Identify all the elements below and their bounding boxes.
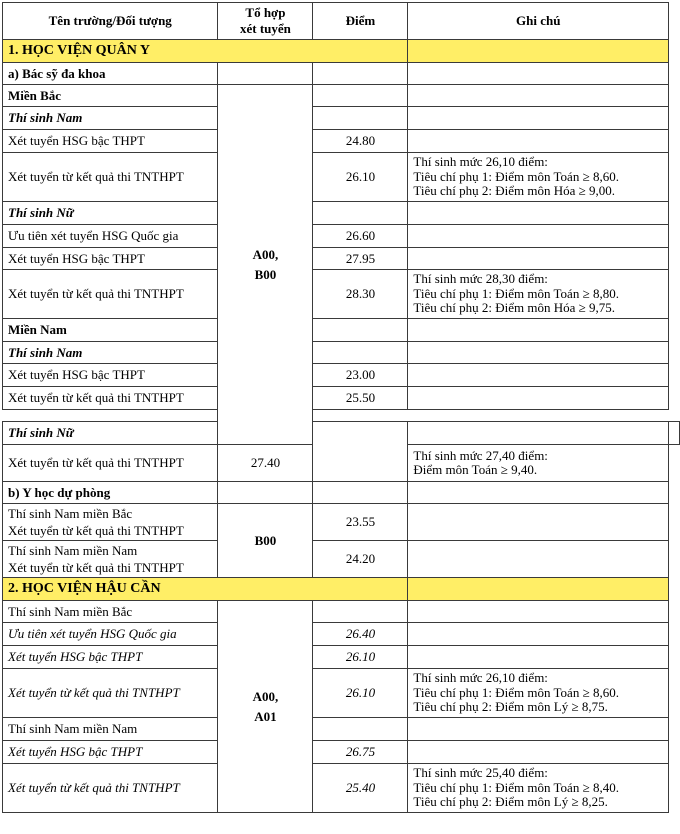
combo-line1: A00, bbox=[252, 246, 279, 262]
section-title: b) Y học dự phòng bbox=[3, 482, 218, 504]
row-label-line2: Xét tuyển từ kết quả thi TNTHPT bbox=[8, 523, 184, 538]
row-label: Xét tuyển từ kết quả thi TNTHPT bbox=[3, 387, 218, 410]
school-title-row bbox=[3, 578, 680, 601]
school-title: 2. HỌC VIỆN HẬU CẦN bbox=[3, 578, 408, 601]
group-label: Thí sinh Nam miền Bắc bbox=[3, 601, 218, 623]
header-school: Tên trường/Đối tượng bbox=[3, 3, 218, 40]
note-line: Thí sinh mức 26,10 điểm: bbox=[413, 670, 548, 686]
note-line: Điểm môn Toán ≥ 9,40. bbox=[413, 462, 538, 477]
score-cell: 28.30 bbox=[313, 270, 408, 319]
header-row bbox=[3, 3, 680, 40]
combo-cell: B00 bbox=[218, 504, 313, 578]
section-row bbox=[3, 482, 680, 504]
note-line: Tiêu chí phụ 2: Điểm môn Hóa ≥ 9,75. bbox=[413, 300, 616, 316]
score-cell: 25.50 bbox=[313, 387, 408, 410]
table-row bbox=[3, 741, 680, 764]
table-row bbox=[3, 764, 680, 813]
combo-line2: A01 bbox=[254, 708, 277, 724]
table-row bbox=[3, 541, 680, 578]
note-line: Tiêu chí phụ 1: Điểm môn Toán ≥ 8,60. bbox=[413, 684, 619, 700]
group-label: Thí sinh Nam bbox=[3, 342, 218, 364]
school-title-row bbox=[3, 40, 680, 63]
score-cell: 23.00 bbox=[313, 364, 408, 387]
table-row bbox=[3, 646, 680, 669]
note-cell bbox=[408, 669, 669, 718]
row-label-line1: Thí sinh Nam miền Bắc bbox=[8, 506, 133, 521]
row-label: Ưu tiên xét tuyển HSG Quốc gia bbox=[3, 623, 218, 646]
note-line: Tiêu chí phụ 2: Điểm môn Hóa ≥ 9,00. bbox=[413, 183, 616, 199]
region-row bbox=[3, 85, 680, 107]
row-label: Xét tuyển từ kết quả thi TNTHPT bbox=[3, 764, 218, 813]
table-row bbox=[3, 225, 680, 248]
note-line: Tiêu chí phụ 1: Điểm môn Toán ≥ 8,40. bbox=[413, 779, 619, 795]
group-label: Thí sinh Nam bbox=[3, 107, 218, 130]
region-label: Miền Nam bbox=[3, 319, 218, 342]
note-cell bbox=[408, 445, 669, 482]
score-cell: 26.10 bbox=[313, 669, 408, 718]
group-row bbox=[3, 601, 680, 623]
row-label: Xét tuyển từ kết quả thi TNTHPT bbox=[3, 669, 218, 718]
table-row bbox=[3, 623, 680, 646]
combo-line2: B00 bbox=[254, 266, 277, 282]
note-line: Tiêu chí phụ 2: Điểm môn Lý ≥ 8,25. bbox=[413, 794, 608, 810]
row-label: Xét tuyển từ kết quả thi TNTHPT bbox=[3, 153, 218, 202]
score-cell: 23.55 bbox=[313, 504, 408, 541]
score-cell: 26.60 bbox=[313, 225, 408, 248]
note-line: Thí sinh mức 25,40 điểm: bbox=[413, 765, 548, 781]
row-label bbox=[3, 504, 218, 541]
row-label bbox=[3, 541, 218, 578]
group-row bbox=[3, 107, 680, 130]
row-label-line1: Thí sinh Nam miền Nam bbox=[8, 543, 138, 558]
table-row bbox=[3, 387, 680, 410]
header-score: Điểm bbox=[313, 3, 408, 40]
score-cell: 26.10 bbox=[313, 153, 408, 202]
table-row bbox=[3, 130, 680, 153]
row-label: Xét tuyển từ kết quả thi TNTHPT bbox=[3, 445, 218, 482]
group-label: Thí sinh Nam miền Nam bbox=[3, 718, 218, 741]
page-break-gap bbox=[3, 410, 680, 422]
note-line: Thí sinh mức 26,10 điểm: bbox=[413, 154, 548, 170]
combo-line1: A00, bbox=[252, 688, 279, 704]
combo-cell bbox=[218, 601, 313, 813]
school-title: 1. HỌC VIỆN QUÂN Y bbox=[3, 40, 408, 63]
table-row bbox=[3, 270, 680, 319]
note-cell bbox=[408, 578, 669, 601]
note-cell bbox=[408, 40, 669, 63]
score-cell: 27.95 bbox=[313, 248, 408, 270]
row-label: Xét tuyển HSG bậc THPT bbox=[3, 646, 218, 669]
score-cell: 26.40 bbox=[313, 623, 408, 646]
header-note: Ghi chú bbox=[408, 3, 669, 40]
group-row bbox=[3, 422, 680, 445]
note-line: Thí sinh mức 27,40 điểm: bbox=[413, 447, 548, 463]
score-cell: 26.75 bbox=[313, 741, 408, 764]
table-row bbox=[3, 364, 680, 387]
score-cell: 25.40 bbox=[313, 764, 408, 813]
row-label-line2: Xét tuyển từ kết quả thi TNTHPT bbox=[8, 560, 184, 575]
row-label: Ưu tiên xét tuyển HSG Quốc gia bbox=[3, 225, 218, 248]
group-label: Thí sinh Nữ bbox=[3, 202, 218, 225]
combo-cell bbox=[218, 85, 313, 445]
group-label: Thí sinh Nữ bbox=[3, 422, 218, 445]
header-combo bbox=[218, 3, 313, 40]
row-label: Xét tuyển HSG bậc THPT bbox=[3, 248, 218, 270]
combo-cell-empty bbox=[313, 422, 408, 482]
table-row bbox=[3, 153, 680, 202]
header-combo-line1: Tổ hợp bbox=[245, 5, 286, 20]
region-row bbox=[3, 319, 680, 342]
region-label: Miền Bắc bbox=[3, 85, 218, 107]
row-label: Xét tuyển HSG bậc THPT bbox=[3, 130, 218, 153]
note-line: Thí sinh mức 28,30 điểm: bbox=[413, 271, 548, 287]
table-row bbox=[3, 504, 680, 541]
note-cell bbox=[408, 764, 669, 813]
score-cell: 27.40 bbox=[218, 445, 313, 482]
row-label: Xét tuyển HSG bậc THPT bbox=[3, 741, 218, 764]
note-line: Tiêu chí phụ 2: Điểm môn Lý ≥ 8,75. bbox=[413, 699, 608, 715]
score-cell: 24.80 bbox=[313, 130, 408, 153]
table-row bbox=[3, 248, 680, 270]
note-cell bbox=[408, 153, 669, 202]
section-row bbox=[3, 63, 680, 85]
row-label: Xét tuyển HSG bậc THPT bbox=[3, 364, 218, 387]
group-row bbox=[3, 718, 680, 741]
note-line: Tiêu chí phụ 1: Điểm môn Toán ≥ 8,60. bbox=[413, 168, 619, 184]
note-line: Tiêu chí phụ 1: Điểm môn Toán ≥ 8,80. bbox=[413, 285, 619, 301]
note-cell bbox=[408, 270, 669, 319]
table-row bbox=[3, 669, 680, 718]
group-row bbox=[3, 202, 680, 225]
row-label: Xét tuyển từ kết quả thi TNTHPT bbox=[3, 270, 218, 319]
section-title: a) Bác sỹ đa khoa bbox=[3, 63, 218, 85]
admission-scores-table bbox=[2, 2, 680, 813]
group-row bbox=[3, 342, 680, 364]
header-combo-line2: xét tuyển bbox=[239, 21, 291, 36]
score-cell: 24.20 bbox=[313, 541, 408, 578]
score-cell: 26.10 bbox=[313, 646, 408, 669]
